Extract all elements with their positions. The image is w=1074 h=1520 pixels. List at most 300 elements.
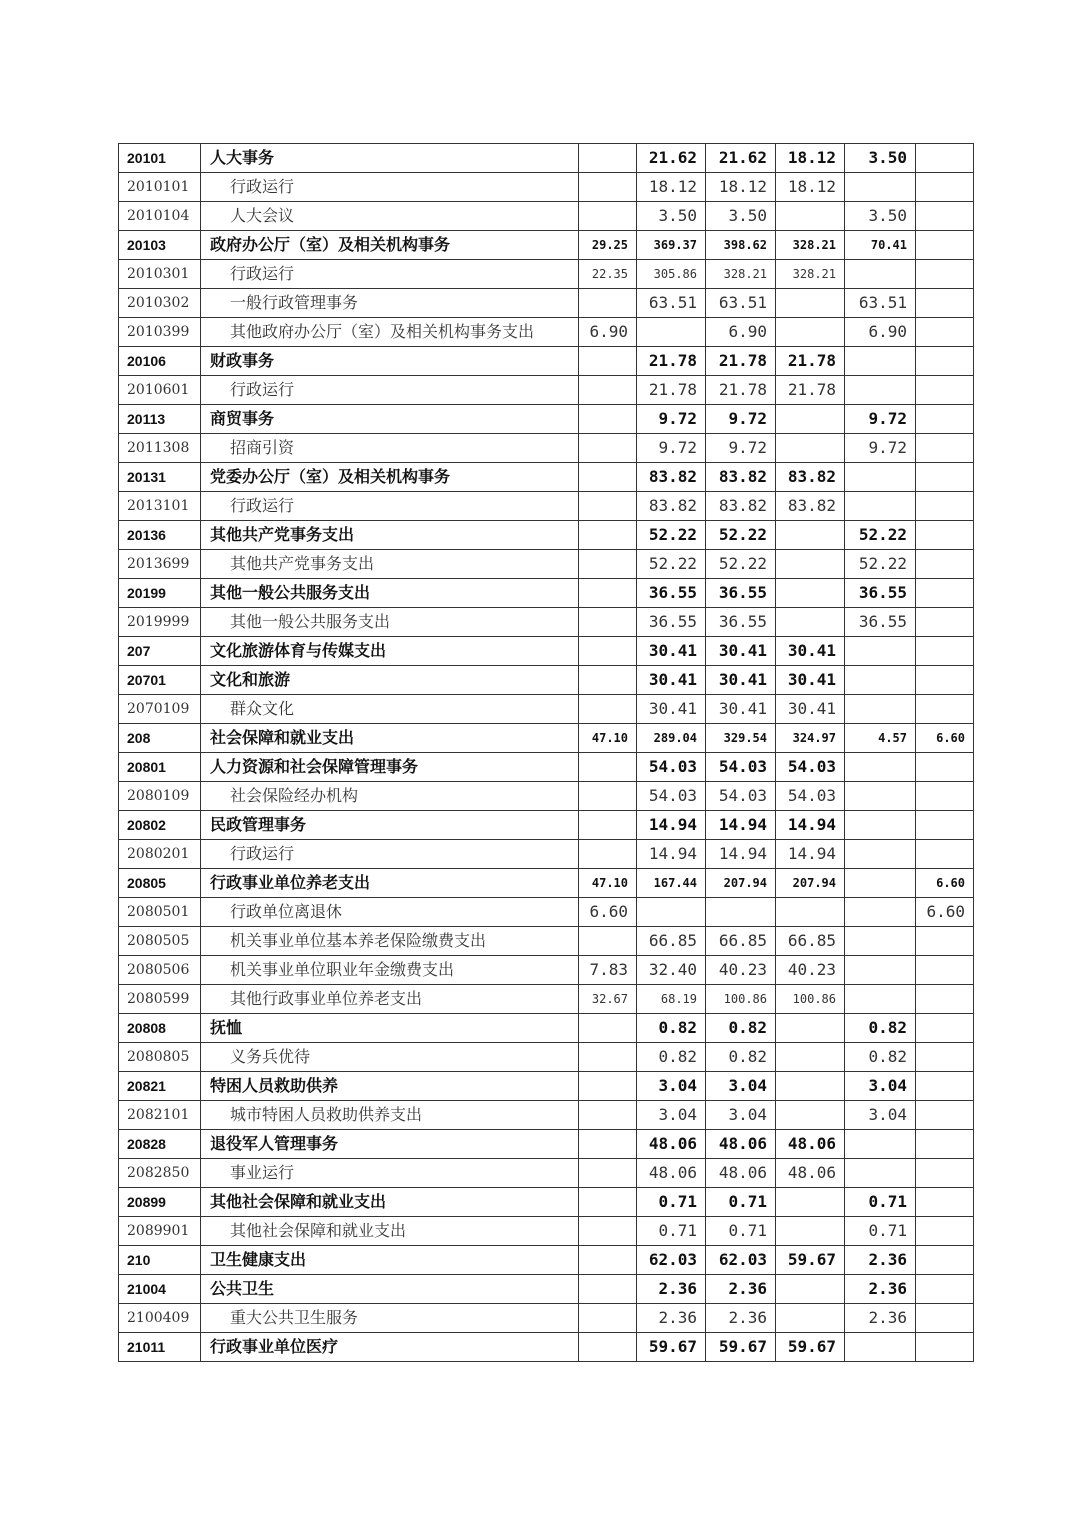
current-year-cell: 52.22 [637,521,706,550]
total-cell: 48.06 [706,1130,776,1159]
table-row [119,231,974,260]
code-cell: 2019999 [119,608,201,637]
code-cell: 20821 [119,1072,201,1101]
code-cell: 2010601 [119,376,201,405]
other-cell [916,811,974,840]
table-row [119,898,974,927]
table-row [119,579,974,608]
budget-expenditure-table [118,143,974,1362]
project-expenditure-cell [845,753,916,782]
table-row [119,260,974,289]
prior-carryover-cell [579,1130,637,1159]
project-expenditure-cell: 52.22 [845,550,916,579]
name-cell: 招商引资 [201,434,579,463]
code-cell: 2013699 [119,550,201,579]
other-cell [916,666,974,695]
name-cell: 人力资源和社会保障管理事务 [201,753,579,782]
basic-expenditure-cell: 30.41 [776,637,845,666]
name-cell: 其他一般公共服务支出 [201,579,579,608]
current-year-cell: 14.94 [637,811,706,840]
prior-carryover-cell [579,1217,637,1246]
other-cell [916,927,974,956]
prior-carryover-cell: 6.90 [579,318,637,347]
prior-carryover-cell [579,840,637,869]
project-expenditure-cell: 4.57 [845,724,916,753]
other-cell [916,956,974,985]
current-year-cell: 18.12 [637,173,706,202]
other-cell [916,608,974,637]
basic-expenditure-cell: 59.67 [776,1333,845,1362]
table-row [119,840,974,869]
basic-expenditure-cell: 21.78 [776,347,845,376]
name-cell: 其他共产党事务支出 [201,521,579,550]
prior-carryover-cell: 32.67 [579,985,637,1014]
prior-carryover-cell [579,492,637,521]
prior-carryover-cell [579,1072,637,1101]
other-cell: 6.60 [916,898,974,927]
current-year-cell: 21.62 [637,144,706,173]
code-cell: 2010104 [119,202,201,231]
other-cell [916,1275,974,1304]
prior-carryover-cell: 22.35 [579,260,637,289]
prior-carryover-cell [579,376,637,405]
name-cell: 事业运行 [201,1159,579,1188]
project-expenditure-cell [845,695,916,724]
other-cell [916,463,974,492]
project-expenditure-cell [845,1130,916,1159]
code-cell: 21004 [119,1275,201,1304]
current-year-cell: 0.82 [637,1043,706,1072]
basic-expenditure-cell [776,521,845,550]
current-year-cell: 9.72 [637,434,706,463]
current-year-cell: 32.40 [637,956,706,985]
current-year-cell: 369.37 [637,231,706,260]
other-cell [916,753,974,782]
other-cell [916,1333,974,1362]
total-cell: 63.51 [706,289,776,318]
code-cell: 2082850 [119,1159,201,1188]
name-cell: 义务兵优待 [201,1043,579,1072]
prior-carryover-cell [579,1304,637,1333]
total-cell: 54.03 [706,782,776,811]
name-cell: 行政运行 [201,376,579,405]
project-expenditure-cell: 9.72 [845,405,916,434]
table-row [119,1188,974,1217]
total-cell: 48.06 [706,1159,776,1188]
name-cell: 城市特困人员救助供养支出 [201,1101,579,1130]
code-cell: 2080505 [119,927,201,956]
basic-expenditure-cell: 54.03 [776,753,845,782]
project-expenditure-cell [845,956,916,985]
table-row [119,405,974,434]
name-cell: 商贸事务 [201,405,579,434]
total-cell: 9.72 [706,405,776,434]
project-expenditure-cell: 0.71 [845,1217,916,1246]
prior-carryover-cell [579,695,637,724]
table-row [119,956,974,985]
basic-expenditure-cell [776,1217,845,1246]
table-row [119,318,974,347]
name-cell: 行政单位离退休 [201,898,579,927]
current-year-cell: 30.41 [637,666,706,695]
prior-carryover-cell [579,434,637,463]
code-cell: 21011 [119,1333,201,1362]
prior-carryover-cell [579,1275,637,1304]
total-cell: 207.94 [706,869,776,898]
table-body [119,144,974,1362]
code-cell: 2082101 [119,1101,201,1130]
current-year-cell: 167.44 [637,869,706,898]
prior-carryover-cell: 47.10 [579,869,637,898]
total-cell: 21.78 [706,376,776,405]
project-expenditure-cell [845,840,916,869]
other-cell [916,782,974,811]
code-cell: 20808 [119,1014,201,1043]
name-cell: 行政运行 [201,173,579,202]
basic-expenditure-cell [776,550,845,579]
code-cell: 2010302 [119,289,201,318]
current-year-cell: 30.41 [637,637,706,666]
name-cell: 卫生健康支出 [201,1246,579,1275]
code-cell: 2070109 [119,695,201,724]
project-expenditure-cell [845,1333,916,1362]
project-expenditure-cell [845,173,916,202]
project-expenditure-cell: 9.72 [845,434,916,463]
prior-carryover-cell [579,637,637,666]
basic-expenditure-cell: 328.21 [776,231,845,260]
code-cell: 20701 [119,666,201,695]
table-row [119,1101,974,1130]
project-expenditure-cell: 63.51 [845,289,916,318]
prior-carryover-cell [579,753,637,782]
current-year-cell: 83.82 [637,463,706,492]
table-row [119,782,974,811]
project-expenditure-cell: 2.36 [845,1246,916,1275]
project-expenditure-cell: 3.04 [845,1072,916,1101]
basic-expenditure-cell: 54.03 [776,782,845,811]
basic-expenditure-cell [776,1043,845,1072]
current-year-cell: 48.06 [637,1159,706,1188]
code-cell: 20899 [119,1188,201,1217]
table-row [119,347,974,376]
code-cell: 2013101 [119,492,201,521]
current-year-cell: 54.03 [637,753,706,782]
basic-expenditure-cell: 48.06 [776,1130,845,1159]
name-cell: 机关事业单位职业年金缴费支出 [201,956,579,985]
basic-expenditure-cell [776,1101,845,1130]
code-cell: 20113 [119,405,201,434]
code-cell: 2080805 [119,1043,201,1072]
other-cell [916,695,974,724]
code-cell: 2100409 [119,1304,201,1333]
project-expenditure-cell: 3.04 [845,1101,916,1130]
basic-expenditure-cell [776,434,845,463]
name-cell: 民政管理事务 [201,811,579,840]
prior-carryover-cell: 29.25 [579,231,637,260]
other-cell: 6.60 [916,724,974,753]
name-cell: 退役军人管理事务 [201,1130,579,1159]
other-cell [916,1304,974,1333]
other-cell [916,376,974,405]
code-cell: 20103 [119,231,201,260]
code-cell: 2010301 [119,260,201,289]
total-cell: 14.94 [706,811,776,840]
name-cell: 社会保险经办机构 [201,782,579,811]
table-row [119,1217,974,1246]
other-cell [916,550,974,579]
project-expenditure-cell [845,637,916,666]
total-cell: 21.62 [706,144,776,173]
other-cell [916,840,974,869]
other-cell [916,1014,974,1043]
basic-expenditure-cell [776,289,845,318]
code-cell: 2080501 [119,898,201,927]
project-expenditure-cell: 0.71 [845,1188,916,1217]
other-cell [916,492,974,521]
table-row [119,637,974,666]
prior-carryover-cell: 47.10 [579,724,637,753]
code-cell: 2010101 [119,173,201,202]
project-expenditure-cell: 36.55 [845,608,916,637]
basic-expenditure-cell: 59.67 [776,1246,845,1275]
current-year-cell: 289.04 [637,724,706,753]
name-cell: 行政运行 [201,492,579,521]
table-row [119,492,974,521]
total-cell: 54.03 [706,753,776,782]
code-cell: 2089901 [119,1217,201,1246]
table-row [119,289,974,318]
name-cell: 行政运行 [201,260,579,289]
code-cell: 2080201 [119,840,201,869]
total-cell: 30.41 [706,695,776,724]
total-cell: 30.41 [706,637,776,666]
basic-expenditure-cell [776,898,845,927]
code-cell: 2011308 [119,434,201,463]
other-cell [916,347,974,376]
code-cell: 2010399 [119,318,201,347]
total-cell: 59.67 [706,1333,776,1362]
name-cell: 其他一般公共服务支出 [201,608,579,637]
code-cell: 2080599 [119,985,201,1014]
current-year-cell: 9.72 [637,405,706,434]
name-cell: 文化旅游体育与传媒支出 [201,637,579,666]
table-row [119,144,974,173]
other-cell [916,1043,974,1072]
code-cell: 208 [119,724,201,753]
table-row [119,666,974,695]
table-row [119,376,974,405]
project-expenditure-cell: 2.36 [845,1275,916,1304]
table-row [119,1333,974,1362]
prior-carryover-cell: 6.60 [579,898,637,927]
table-row [119,1304,974,1333]
current-year-cell: 52.22 [637,550,706,579]
other-cell [916,985,974,1014]
table-row [119,521,974,550]
table-row [119,811,974,840]
table-row [119,463,974,492]
basic-expenditure-cell: 207.94 [776,869,845,898]
project-expenditure-cell: 70.41 [845,231,916,260]
name-cell: 人大事务 [201,144,579,173]
name-cell: 机关事业单位基本养老保险缴费支出 [201,927,579,956]
total-cell: 36.55 [706,608,776,637]
name-cell: 文化和旅游 [201,666,579,695]
total-cell: 398.62 [706,231,776,260]
current-year-cell: 3.04 [637,1072,706,1101]
other-cell [916,637,974,666]
total-cell: 100.86 [706,985,776,1014]
project-expenditure-cell [845,376,916,405]
table-row [119,1159,974,1188]
total-cell: 52.22 [706,521,776,550]
prior-carryover-cell [579,1188,637,1217]
table-row [119,1014,974,1043]
current-year-cell: 0.71 [637,1217,706,1246]
current-year-cell: 36.55 [637,579,706,608]
project-expenditure-cell [845,898,916,927]
total-cell: 3.04 [706,1101,776,1130]
project-expenditure-cell [845,985,916,1014]
current-year-cell: 3.50 [637,202,706,231]
table-row [119,927,974,956]
other-cell [916,260,974,289]
project-expenditure-cell [845,260,916,289]
current-year-cell: 2.36 [637,1275,706,1304]
other-cell [916,202,974,231]
project-expenditure-cell [845,492,916,521]
name-cell: 特困人员救助供养 [201,1072,579,1101]
other-cell [916,144,974,173]
total-cell: 30.41 [706,666,776,695]
name-cell: 其他政府办公厅（室）及相关机构事务支出 [201,318,579,347]
prior-carryover-cell [579,202,637,231]
code-cell: 20805 [119,869,201,898]
name-cell: 一般行政管理事务 [201,289,579,318]
total-cell [706,898,776,927]
prior-carryover-cell [579,550,637,579]
basic-expenditure-cell: 83.82 [776,492,845,521]
other-cell [916,289,974,318]
table-row [119,202,974,231]
table-row [119,695,974,724]
total-cell: 62.03 [706,1246,776,1275]
total-cell: 6.90 [706,318,776,347]
code-cell: 20136 [119,521,201,550]
prior-carryover-cell [579,347,637,376]
basic-expenditure-cell [776,1014,845,1043]
other-cell [916,1246,974,1275]
name-cell: 公共卫生 [201,1275,579,1304]
code-cell: 20802 [119,811,201,840]
code-cell: 20106 [119,347,201,376]
basic-expenditure-cell [776,1304,845,1333]
table-row [119,1275,974,1304]
basic-expenditure-cell: 21.78 [776,376,845,405]
project-expenditure-cell: 2.36 [845,1304,916,1333]
other-cell [916,579,974,608]
current-year-cell: 14.94 [637,840,706,869]
prior-carryover-cell [579,463,637,492]
total-cell: 328.21 [706,260,776,289]
current-year-cell [637,898,706,927]
name-cell: 财政事务 [201,347,579,376]
basic-expenditure-cell: 83.82 [776,463,845,492]
other-cell [916,1072,974,1101]
table-row [119,1043,974,1072]
project-expenditure-cell [845,782,916,811]
total-cell: 9.72 [706,434,776,463]
current-year-cell: 66.85 [637,927,706,956]
table-row [119,1246,974,1275]
prior-carryover-cell [579,173,637,202]
other-cell [916,1159,974,1188]
other-cell [916,231,974,260]
basic-expenditure-cell [776,405,845,434]
total-cell: 0.71 [706,1217,776,1246]
prior-carryover-cell [579,666,637,695]
current-year-cell: 0.82 [637,1014,706,1043]
table-row [119,724,974,753]
basic-expenditure-cell: 40.23 [776,956,845,985]
basic-expenditure-cell: 30.41 [776,666,845,695]
other-cell [916,405,974,434]
project-expenditure-cell: 0.82 [845,1014,916,1043]
other-cell [916,1217,974,1246]
current-year-cell: 305.86 [637,260,706,289]
current-year-cell: 21.78 [637,376,706,405]
code-cell: 20101 [119,144,201,173]
basic-expenditure-cell: 328.21 [776,260,845,289]
name-cell: 政府办公厅（室）及相关机构事务 [201,231,579,260]
project-expenditure-cell [845,927,916,956]
name-cell: 群众文化 [201,695,579,724]
other-cell [916,1101,974,1130]
project-expenditure-cell: 6.90 [845,318,916,347]
current-year-cell: 54.03 [637,782,706,811]
basic-expenditure-cell: 324.97 [776,724,845,753]
prior-carryover-cell: 7.83 [579,956,637,985]
prior-carryover-cell [579,521,637,550]
total-cell: 3.50 [706,202,776,231]
other-cell [916,318,974,347]
table-row [119,753,974,782]
name-cell: 行政事业单位医疗 [201,1333,579,1362]
table-row [119,1072,974,1101]
code-cell: 20828 [119,1130,201,1159]
current-year-cell: 59.67 [637,1333,706,1362]
total-cell: 21.78 [706,347,776,376]
current-year-cell [637,318,706,347]
name-cell: 行政运行 [201,840,579,869]
total-cell: 0.82 [706,1043,776,1072]
other-cell [916,173,974,202]
table-row [119,608,974,637]
total-cell: 329.54 [706,724,776,753]
project-expenditure-cell [845,347,916,376]
basic-expenditure-cell: 18.12 [776,144,845,173]
other-cell [916,434,974,463]
prior-carryover-cell [579,405,637,434]
total-cell: 36.55 [706,579,776,608]
prior-carryover-cell [579,289,637,318]
current-year-cell: 48.06 [637,1130,706,1159]
table-row [119,869,974,898]
current-year-cell: 83.82 [637,492,706,521]
name-cell: 其他共产党事务支出 [201,550,579,579]
table-row [119,434,974,463]
other-cell [916,1188,974,1217]
